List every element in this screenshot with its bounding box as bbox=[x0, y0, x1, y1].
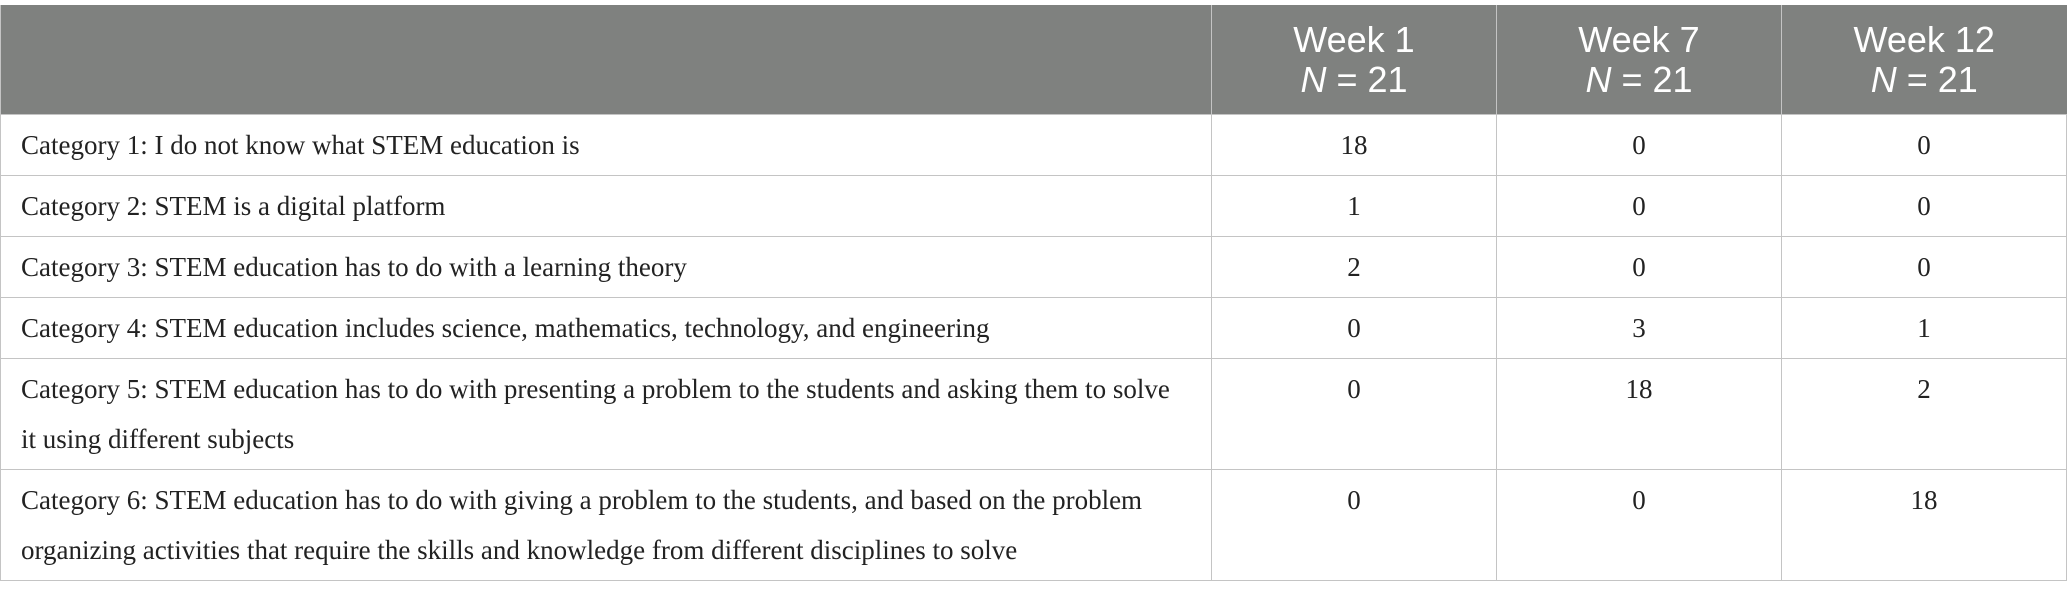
category-cell: Category 4: STEM education includes science, mathematics, technology, and engineering bbox=[1, 298, 1212, 359]
n-label: N bbox=[1870, 58, 1897, 100]
value-cell: 0 bbox=[1212, 470, 1497, 581]
value-cell: 18 bbox=[1497, 359, 1782, 470]
category-cell: Category 5: STEM education has to do with presenting a problem to the students and asking them to solve it using different subjects bbox=[1, 359, 1212, 470]
week-label: Week 12 bbox=[1853, 18, 1995, 60]
category-cell: Category 6: STEM education has to do with giving a problem to the students, and based on the problem organizing activities that require the skills and knowledge from different disciplines to solve bbox=[1, 470, 1212, 581]
value-cell: 2 bbox=[1782, 359, 2067, 470]
week-label: Week 1 bbox=[1293, 18, 1415, 60]
value-cell: 0 bbox=[1212, 298, 1497, 359]
value-cell: 1 bbox=[1212, 176, 1497, 237]
value-cell: 0 bbox=[1497, 115, 1782, 176]
value-cell: 18 bbox=[1212, 115, 1497, 176]
table-row bbox=[1, 176, 2067, 237]
value-cell: 0 bbox=[1212, 359, 1497, 470]
value-cell: 0 bbox=[1497, 176, 1782, 237]
value-cell: 0 bbox=[1782, 237, 2067, 298]
value-cell: 0 bbox=[1782, 115, 2067, 176]
category-cell: Category 3: STEM education has to do with a learning theory bbox=[1, 237, 1212, 298]
week-label: Week 7 bbox=[1578, 18, 1700, 60]
table-row bbox=[1, 115, 2067, 176]
table-row bbox=[1, 298, 2067, 359]
value-cell: 18 bbox=[1782, 470, 2067, 581]
table-container bbox=[0, 5, 2067, 581]
n-label: N bbox=[1585, 58, 1612, 100]
header-week-7 bbox=[1497, 5, 1782, 115]
value-cell: 0 bbox=[1497, 470, 1782, 581]
header-week-1 bbox=[1212, 5, 1497, 115]
results-table bbox=[0, 5, 2067, 581]
value-cell: 2 bbox=[1212, 237, 1497, 298]
table-row bbox=[1, 359, 2067, 470]
header-row bbox=[1, 5, 2067, 115]
category-cell: Category 1: I do not know what STEM education is bbox=[1, 115, 1212, 176]
value-cell: 3 bbox=[1497, 298, 1782, 359]
table-row bbox=[1, 237, 2067, 298]
value-cell: 1 bbox=[1782, 298, 2067, 359]
category-cell: Category 2: STEM is a digital platform bbox=[1, 176, 1212, 237]
n-value: = 21 bbox=[1896, 58, 1978, 100]
header-week-12 bbox=[1782, 5, 2067, 115]
n-value: = 21 bbox=[1611, 58, 1693, 100]
header-empty-cell bbox=[1, 5, 1212, 115]
n-value: = 21 bbox=[1326, 58, 1408, 100]
value-cell: 0 bbox=[1782, 176, 2067, 237]
table-row bbox=[1, 470, 2067, 581]
n-label: N bbox=[1300, 58, 1327, 100]
value-cell: 0 bbox=[1497, 237, 1782, 298]
